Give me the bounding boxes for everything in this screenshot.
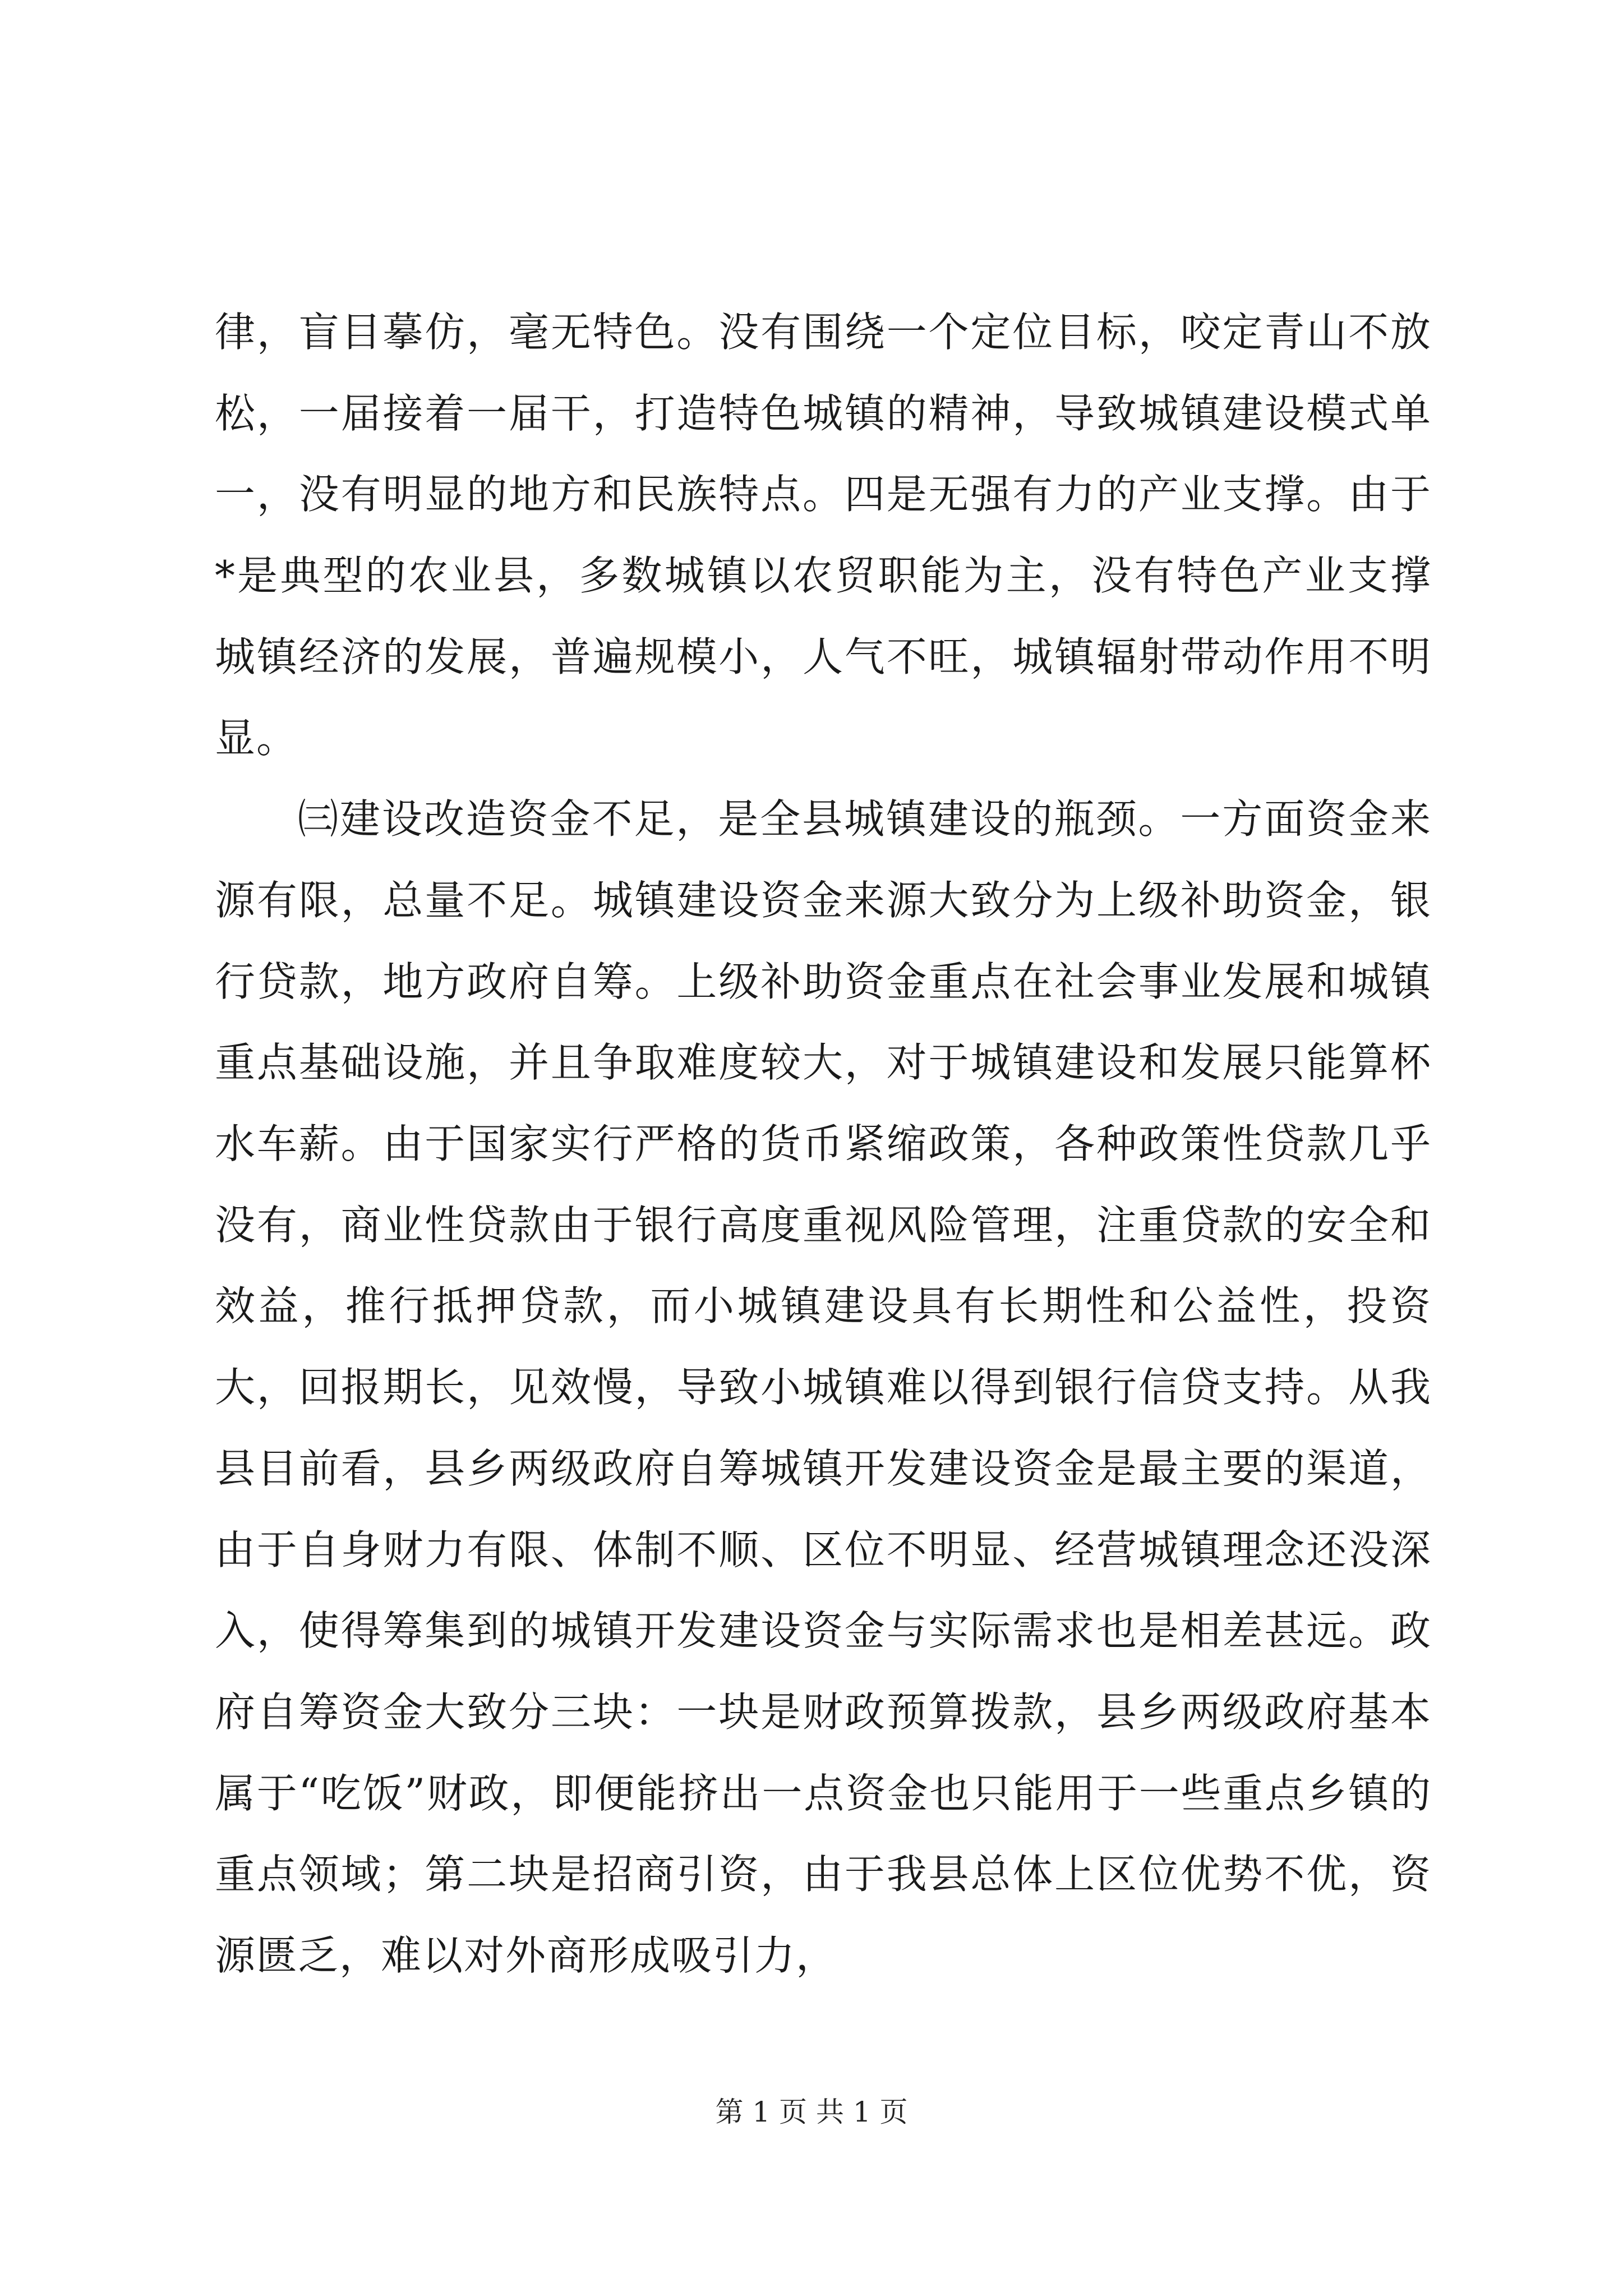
- paragraph-funding-shortage: ㈢建设改造资金不足，是全县城镇建设的瓶颈。一方面资金来源有限，总量不足。城镇建设资金来源大致分为上级补助资金，银行贷款，地方政府自筹。上级补助资金重点在社会事业发展和城镇重点基础设施，并且争取难度较大，对于城镇建设和发展只能算杯水车薪。由于国家实行严格的货币紧缩政策，各种政策性贷款几乎没有，商业性贷款由于银行高度重视风险管理，注重贷款的安全和效益，推行抵押贷款，而小城镇建设具有长期性和公益性，投资大，回报期长，见效慢，导致小城镇难以得到银行信贷支持。从我县目前看，县乡两级政府自筹城镇开发建设资金是最主要的渠道，由于自身财力有限、体制不顺、区位不明显、经营城镇理念还没深入，使得筹集到的城镇开发建设资金与实际需求也是相差甚远。政府自筹资金大致分三块：一块是财政预算拨款，县乡两级政府基本属于“吃饭”财政，即便能挤出一点资金也只能用于一些重点乡镇的重点领域；第二块是招商引资，由于我县总体上区位优势不优，资源匮乏，难以对外商形成吸引力，: [215, 795, 1432, 1980]
- paragraph-continued: 律，盲目摹仿，毫无特色。没有围绕一个定位目标，咬定青山不放松，一届接着一届干，打造特色城镇的精神，导致城镇建设模式单一，没有明显的地方和民族特点。四是无强有力的产业支撑。由于*是典型的农业县，多数城镇以农贸职能为主，没有特色产业支撑城镇经济的发展，普遍规模小，人气不旺，城镇辐射带动作用不明显。: [215, 309, 1432, 762]
- document-body: [215, 292, 1432, 1996]
- page-footer: 第 1 页 共 1 页: [715, 2096, 908, 2128]
